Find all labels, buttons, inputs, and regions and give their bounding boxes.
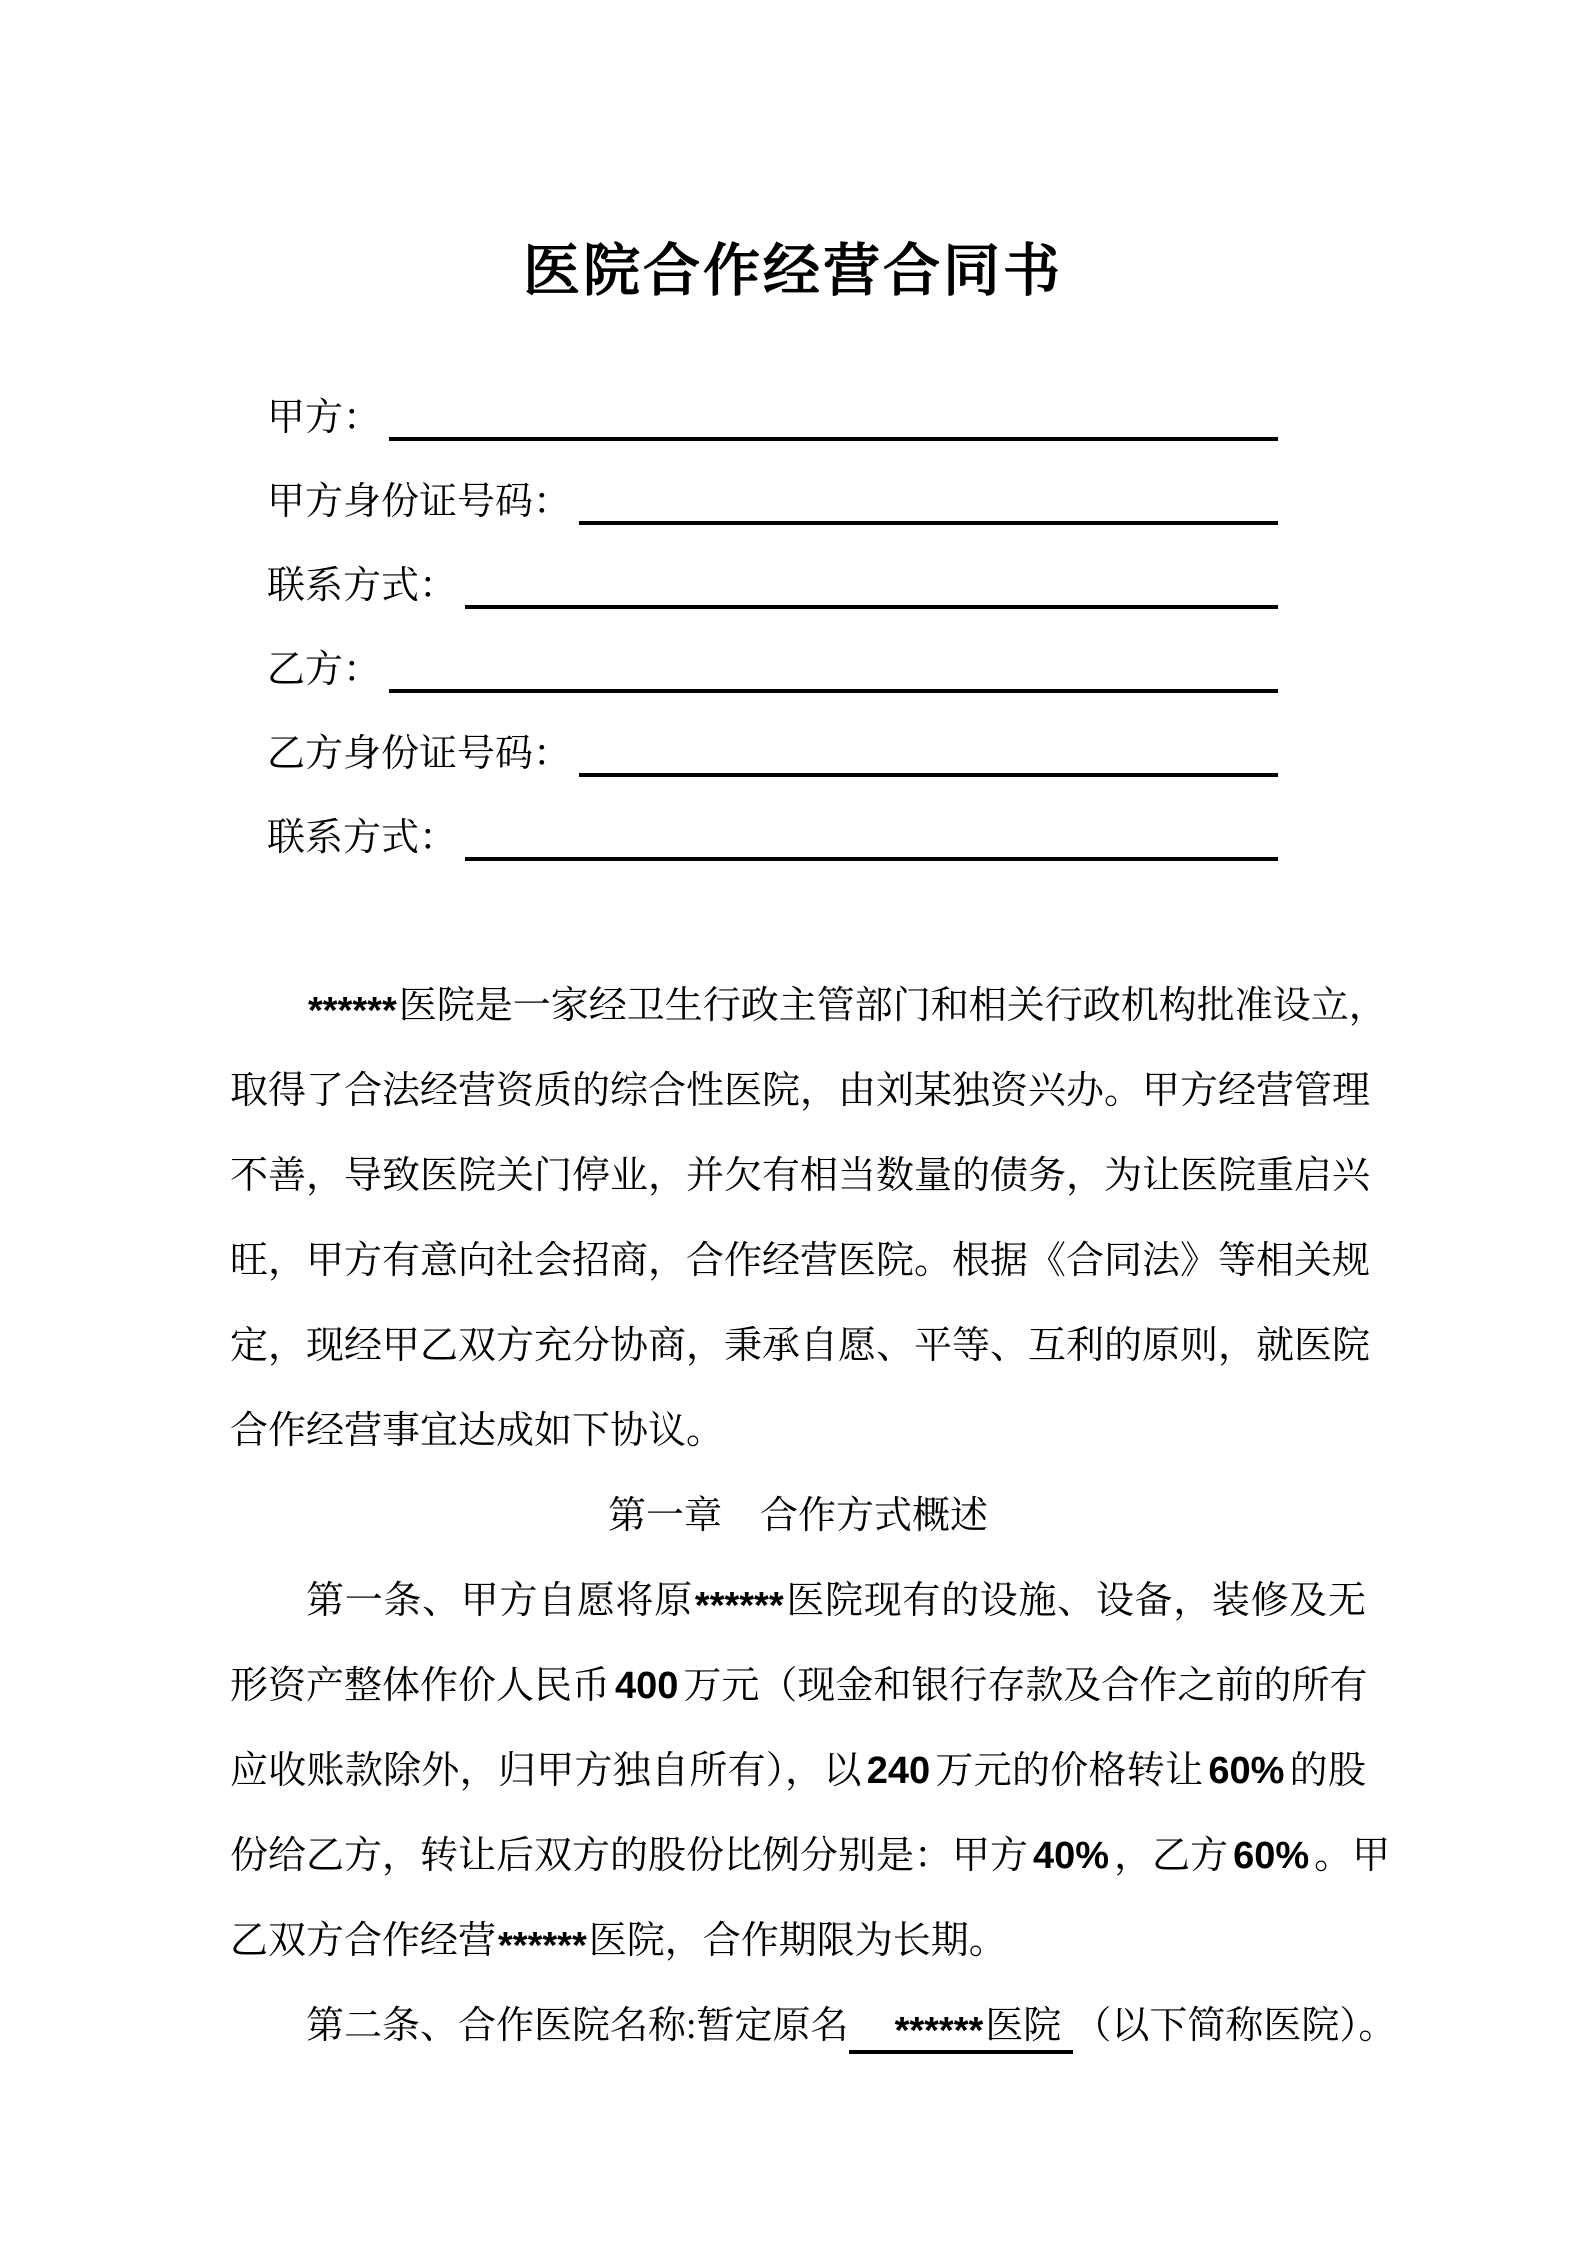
chapter-1-heading: 第一章 合作方式概述 [607,1495,988,1537]
party-b-row [267,609,1278,693]
party-a-blank-line [389,437,1278,441]
party-a-id-label: 甲方身份证号码： [267,481,572,524]
party-a-contact-label: 联系方式： [267,565,458,608]
party-a-contact-row [267,525,1278,609]
intro-line: 取得了合法经营资质的综合性医院，由刘某独资兴办。甲方经营管理 [230,1070,1371,1112]
party-a-label: 甲方： [267,397,382,440]
article-2-prefix: 第二条、合作医院名称:暂定原名 [306,2005,849,2047]
article-1-line: 乙双方合作经营******医院，合作期限为长期。 [230,1920,1007,1967]
article-1-paragraph [230,1559,1391,1984]
intro-line: 合作经营事宜达成如下协议。 [230,1410,725,1452]
intro-line: 旺，甲方有意向社会招商，合作经营医院。根据《合同法》等相关规 [230,1240,1371,1282]
article-1-line: 份给乙方，转让后双方的股份比例分别是：甲方 40% ，乙方 60% 。甲 [230,1835,1391,1877]
party-b-label: 乙方： [267,649,382,692]
party-a-id-row [267,441,1278,525]
party-b-blank-line [389,689,1278,693]
party-b-id-row [267,693,1278,777]
article-1-line: 应收账款除外，归甲方独自所有），以 240 万元的价格转让 60% 的股 [230,1750,1366,1792]
party-b-id-label: 乙方身份证号码： [267,733,572,776]
intro-line: ******医院是一家经卫生行政主管部门和相关行政机构批准设立， [308,985,1387,1032]
article-2-line [230,1984,1397,2069]
party-a-contact-blank-line [465,605,1278,609]
document-title: 医院合作经营合同书 [523,240,1063,303]
article-1-line: 第一条、甲方自愿将原******医院现有的设施、设备，装修及无 [306,1580,1366,1627]
intro-line: 不善，导致医院关门停业，并欠有相当数量的债务，为让医院重启兴 [230,1155,1371,1197]
party-b-contact-blank-line [465,857,1278,861]
article-2-suffix: （以下简称医院）。 [1073,2005,1397,2047]
party-b-id-blank-line [579,773,1278,777]
party-a-id-blank-line [579,521,1278,525]
article-2-paragraph [230,1984,1397,2069]
party-b-contact-row [267,777,1278,861]
party-info-form [267,357,1278,861]
intro-line: 定，现经甲乙双方充分协商，秉承自愿、平等、互利的原则，就医院 [230,1325,1371,1367]
intro-paragraph [230,964,1387,1474]
hospital-name-blank-underline: ******医院 [849,2005,1074,2054]
party-b-contact-label: 联系方式： [267,817,458,860]
article-1-line: 形资产整体作价人民币 400 万元（现金和银行存款及合作之前的所有 [230,1665,1368,1707]
party-a-row [267,357,1278,441]
